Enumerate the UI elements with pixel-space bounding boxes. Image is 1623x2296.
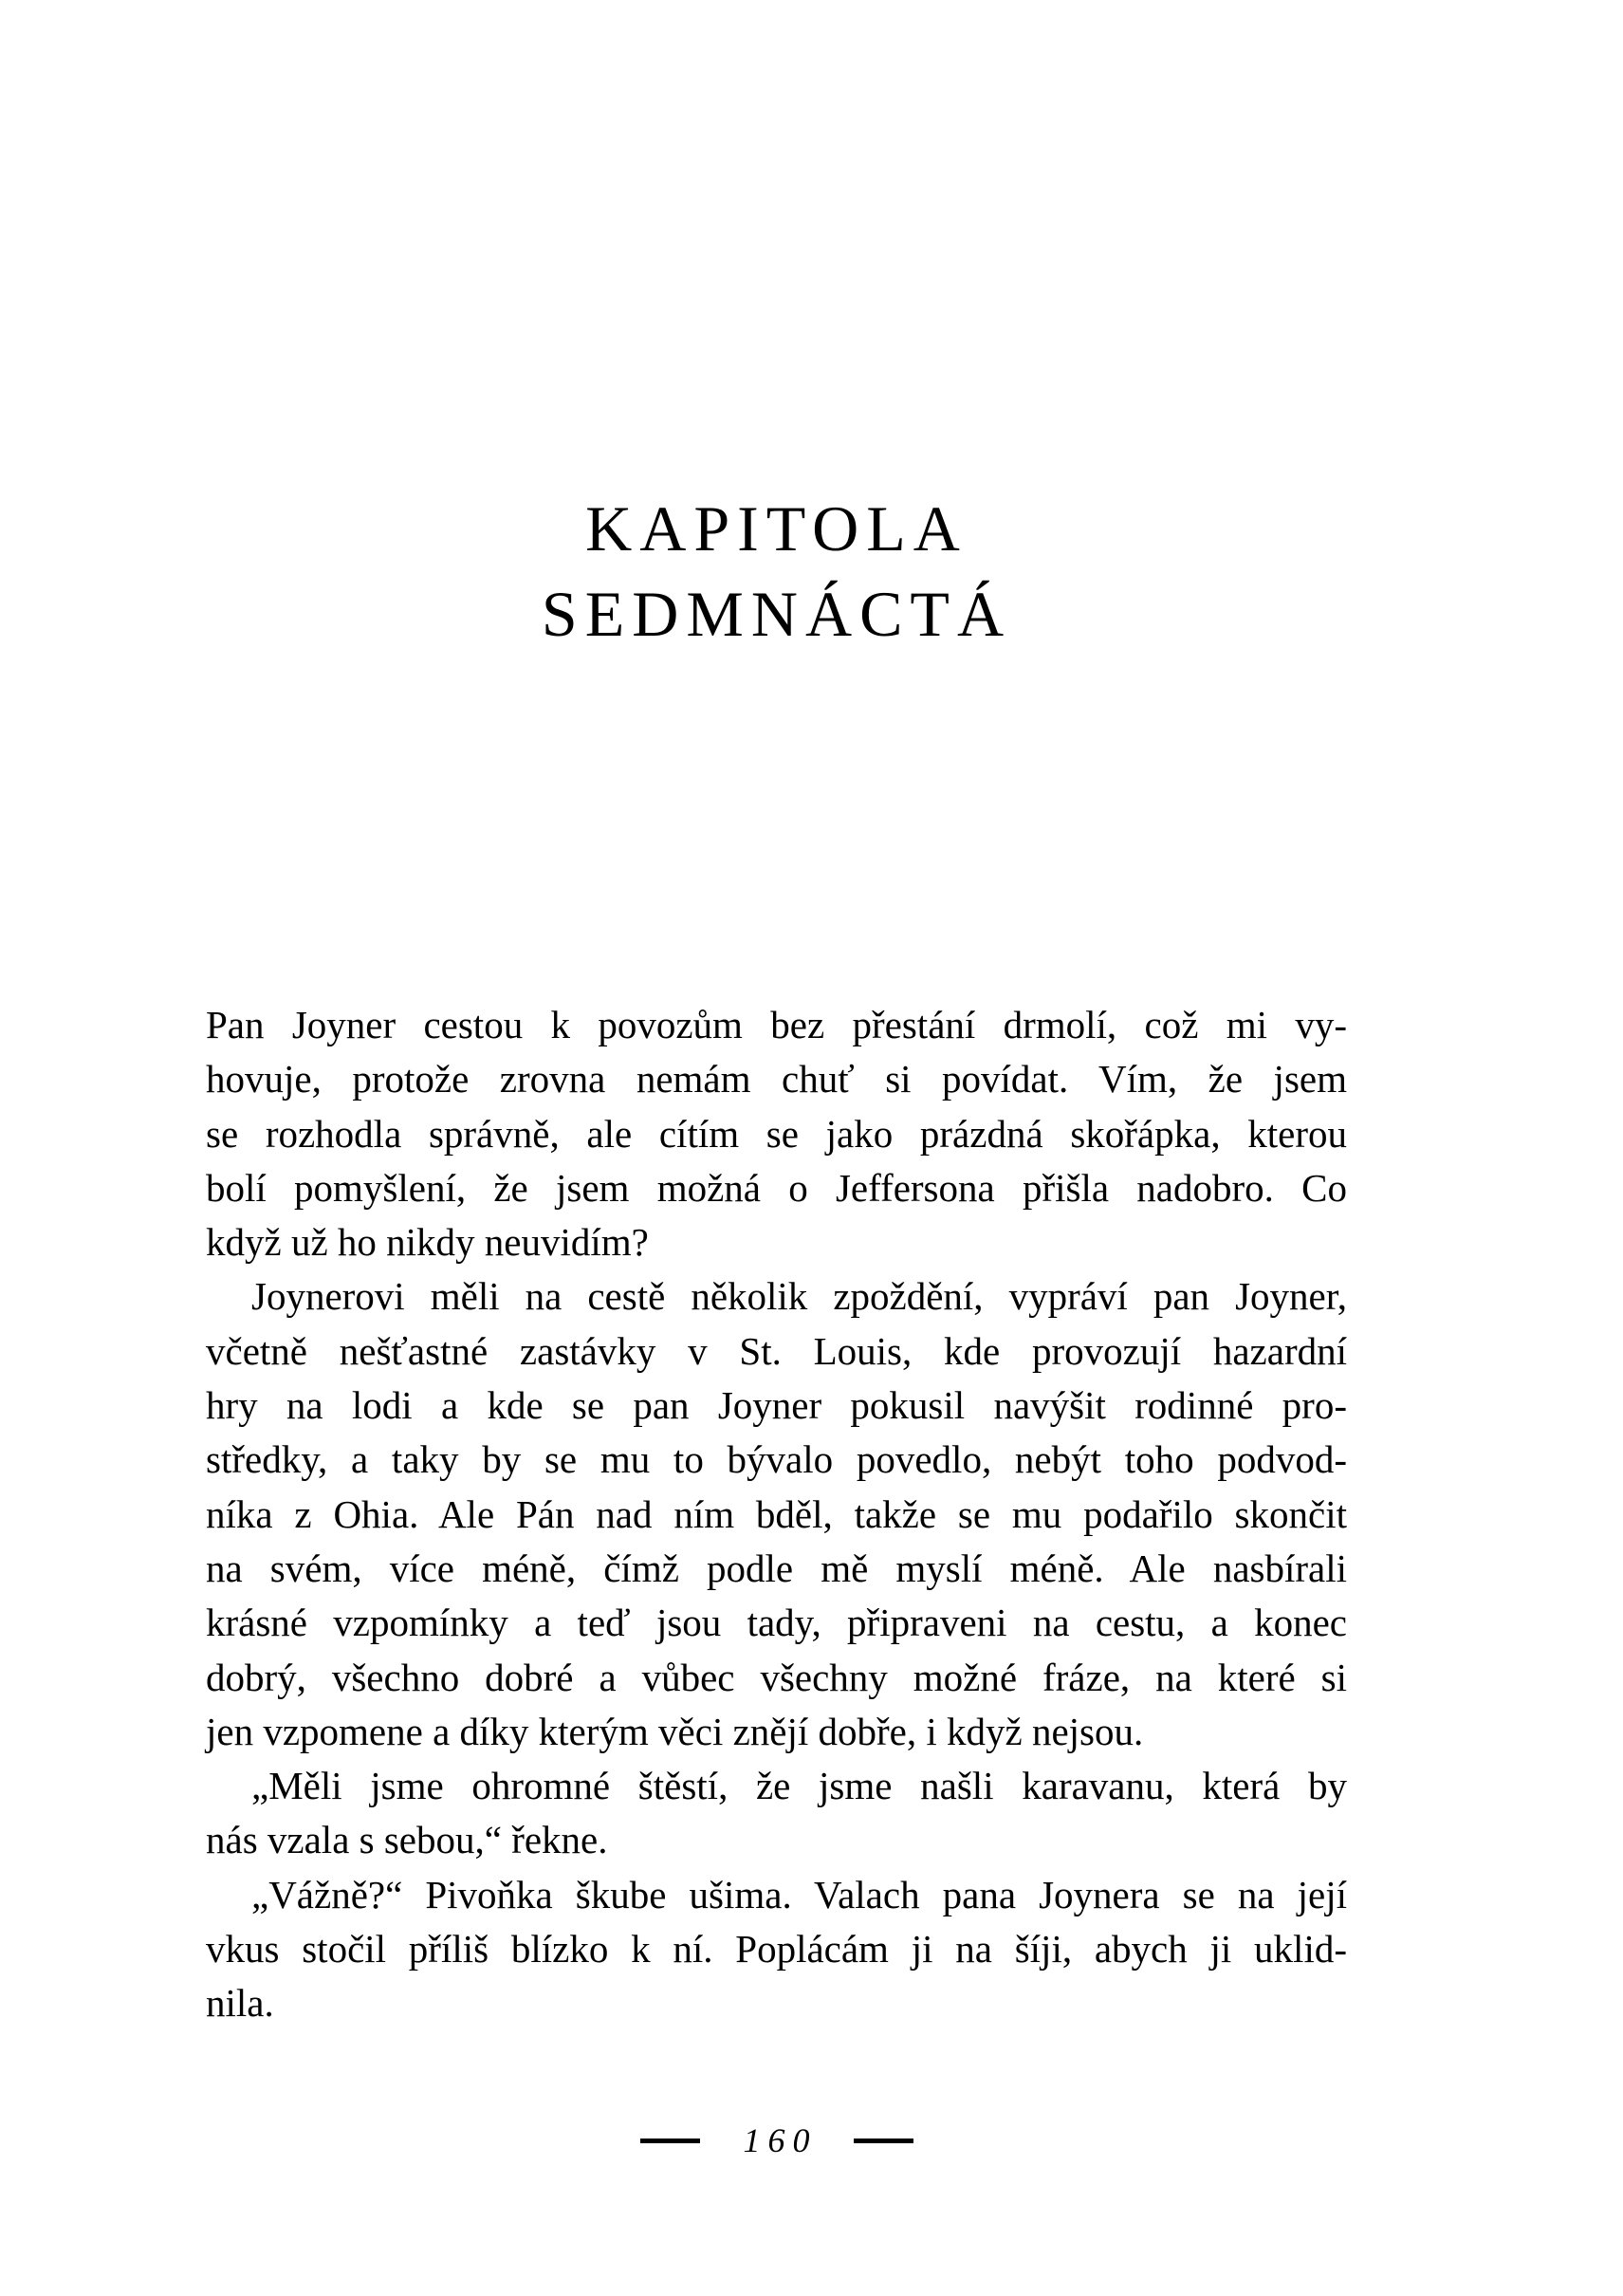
text-line: středky, a taky by se mu to bývalo povedlo, nebýt toho podvod- xyxy=(206,1437,1347,1482)
text-line: se rozhodla správně, ale cítím se jako prázdná skořápka, kterou xyxy=(206,1111,1347,1156)
text-line: bolí pomyšlení, že jsem možná o Jeffersona přišla nadobro. Co xyxy=(206,1165,1347,1210)
text-line: včetně nešťastné zastávky v St. Louis, kde provozují hazardní xyxy=(206,1328,1347,1373)
text-line: jen vzpomene a díky kterým věci znějí dobře, i když nejsou. xyxy=(206,1709,1144,1753)
text-line: dobrý, všechno dobré a vůbec všechny možné fráze, na které si xyxy=(206,1655,1347,1699)
page-footer xyxy=(206,2114,1347,2167)
chapter-heading xyxy=(206,486,1347,657)
text-line: níka z Ohia. Ale Pán nad ním bděl, takže se mu podařilo skončit xyxy=(206,1491,1347,1536)
body-text xyxy=(206,998,1347,2031)
chapter-heading-line1: KAPITOLA xyxy=(585,492,968,565)
text-line: Pan Joyner cestou k povozům bez přestání drmolí, což mi vy- xyxy=(206,1003,1347,1046)
text-line: nila. xyxy=(206,1981,274,2026)
text-line: vkus stočil příliš blízko k ní. Poplácám ji na šíji, abych ji uklid- xyxy=(206,1927,1347,1972)
page-number: 160 xyxy=(743,2121,818,2159)
text-line: hry na lodi a kde se pan Joyner pokusil navýšit rodinné pro- xyxy=(206,1383,1347,1428)
text-line: krásné vzpomínky a teď jsou tady, připraveni na cestu, a konec xyxy=(206,1601,1347,1645)
text-line: když už ho nikdy neuvidím? xyxy=(206,1220,649,1265)
chapter-heading-line2: SEDMNÁCTÁ xyxy=(541,578,1012,650)
text-line: Joynerovi měli na cestě několik zpoždění, vypráví pan Joyner, xyxy=(251,1274,1347,1319)
text-line: hovuje, protože zrovna nemám chuť si povídat. Vím, že jsem xyxy=(206,1057,1347,1102)
text-line: „Vážně?“ Pivoňka škube ušima. Valach pana Joynera se na její xyxy=(251,1872,1347,1916)
text-line: na svém, více méně, čímž podle mě myslí méně. Ale nasbírali xyxy=(206,1546,1347,1590)
footer-rule-right-icon xyxy=(854,2139,913,2143)
text-line: nás vzala s sebou,“ řekne. xyxy=(206,1818,608,1862)
text-line: „Měli jsme ohromné štěstí, že jsme našli karavanu, která by xyxy=(251,1764,1347,1808)
footer-rule-left-icon xyxy=(640,2139,700,2143)
